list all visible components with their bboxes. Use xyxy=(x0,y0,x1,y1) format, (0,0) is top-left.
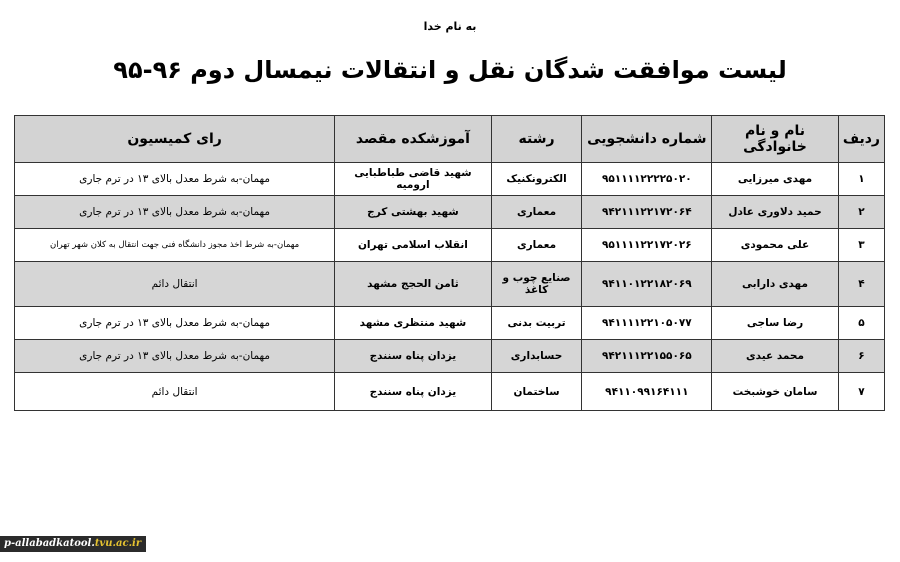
page-title: لیست موافقت شدگان نقل و انتقالات نیمسال دوم ۹۶-۹۵ xyxy=(113,56,787,84)
cell-commission-decision: انتقال دائم xyxy=(15,373,335,411)
cell-full-name: مهدی دارابی xyxy=(712,262,839,307)
cell-field: معماری xyxy=(491,229,582,262)
cell-destination-school: شهید قاضی طباطبایی ارومیه xyxy=(335,163,491,196)
table-row xyxy=(15,163,885,196)
cell-row-number: ۴ xyxy=(838,262,884,307)
cell-field: الکترونکنیک xyxy=(491,163,582,196)
cell-destination-school: یزدان پناه سنندج xyxy=(335,340,491,373)
cell-full-name: سامان خوشبخت xyxy=(712,373,839,411)
bismillah-heading: به نام خدا xyxy=(423,20,477,33)
cell-row-number: ۱ xyxy=(838,163,884,196)
site-watermark xyxy=(0,536,146,552)
cell-full-name: علی محمودی xyxy=(712,229,839,262)
cell-destination-school: ثامن الحجج مشهد xyxy=(335,262,491,307)
cell-student-id: ۹۴۲۱۱۱۲۲۱۷۲۰۶۴ xyxy=(582,196,712,229)
cell-student-id: ۹۵۱۱۱۱۲۲۱۷۲۰۲۶ xyxy=(582,229,712,262)
table-row xyxy=(15,229,885,262)
cell-destination-school: انقلاب اسلامی تهران xyxy=(335,229,491,262)
cell-full-name: مهدی میرزایی xyxy=(712,163,839,196)
cell-field: صنایع چوب و کاغذ xyxy=(491,262,582,307)
cell-row-number: ۵ xyxy=(838,307,884,340)
approved-students-table xyxy=(14,115,885,411)
table-header-row xyxy=(15,116,885,163)
cell-student-id: ۹۵۱۱۱۱۲۲۲۲۵۰۲۰ xyxy=(582,163,712,196)
header-field: رشته xyxy=(491,116,582,163)
cell-row-number: ۶ xyxy=(838,340,884,373)
cell-destination-school: شهید بهشتی کرج xyxy=(335,196,491,229)
cell-student-id: ۹۴۱۱۰۹۹۱۶۴۱۱۱ xyxy=(582,373,712,411)
cell-full-name: حمید دلاوری عادل xyxy=(712,196,839,229)
cell-destination-school: یزدان پناه سنندج xyxy=(335,373,491,411)
table-row xyxy=(15,340,885,373)
site-watermark-prefix: p-allabadkatool. xyxy=(4,538,95,549)
cell-student-id: ۹۴۱۱۰۱۲۲۱۸۲۰۶۹ xyxy=(582,262,712,307)
cell-field: ساختمان xyxy=(491,373,582,411)
cell-row-number: ۷ xyxy=(838,373,884,411)
cell-commission-decision: مهمان-به شرط معدل بالای ۱۳ در ترم جاری xyxy=(15,340,335,373)
cell-commission-decision: مهمان-به شرط معدل بالای ۱۳ در ترم جاری xyxy=(15,163,335,196)
header-student-id: شماره دانشجویی xyxy=(582,116,712,163)
table-row xyxy=(15,307,885,340)
header-row-number: ردیف xyxy=(838,116,884,163)
table-row xyxy=(15,373,885,411)
cell-student-id: ۹۴۱۱۱۱۲۲۱۰۵۰۷۷ xyxy=(582,307,712,340)
cell-field: حسابداری xyxy=(491,340,582,373)
cell-row-number: ۳ xyxy=(838,229,884,262)
header-commission-decision: رای کمیسیون xyxy=(15,116,335,163)
table-row xyxy=(15,196,885,229)
cell-row-number: ۲ xyxy=(838,196,884,229)
cell-field: معماری xyxy=(491,196,582,229)
cell-student-id: ۹۴۲۱۱۱۲۲۱۵۵۰۶۵ xyxy=(582,340,712,373)
site-watermark-domain: tvu.ac.ir xyxy=(94,538,142,549)
header-full-name: نام و نام خانوادگی xyxy=(712,116,839,163)
header-destination-school: آموزشکده مقصد xyxy=(335,116,491,163)
cell-commission-decision: مهمان-به شرط معدل بالای ۱۳ در ترم جاری xyxy=(15,196,335,229)
cell-destination-school: شهید منتظری مشهد xyxy=(335,307,491,340)
cell-commission-decision: مهمان-به شرط اخذ مجوز دانشگاه فنی جهت انتقال به کلان شهر تهران xyxy=(15,229,335,262)
cell-full-name: محمد عیدی xyxy=(712,340,839,373)
cell-commission-decision: انتقال دائم xyxy=(15,262,335,307)
cell-commission-decision: مهمان-به شرط معدل بالای ۱۳ در ترم جاری xyxy=(15,307,335,340)
cell-full-name: رضا ساجی xyxy=(712,307,839,340)
cell-field: تربیت بدنی xyxy=(491,307,582,340)
table-row xyxy=(15,262,885,307)
